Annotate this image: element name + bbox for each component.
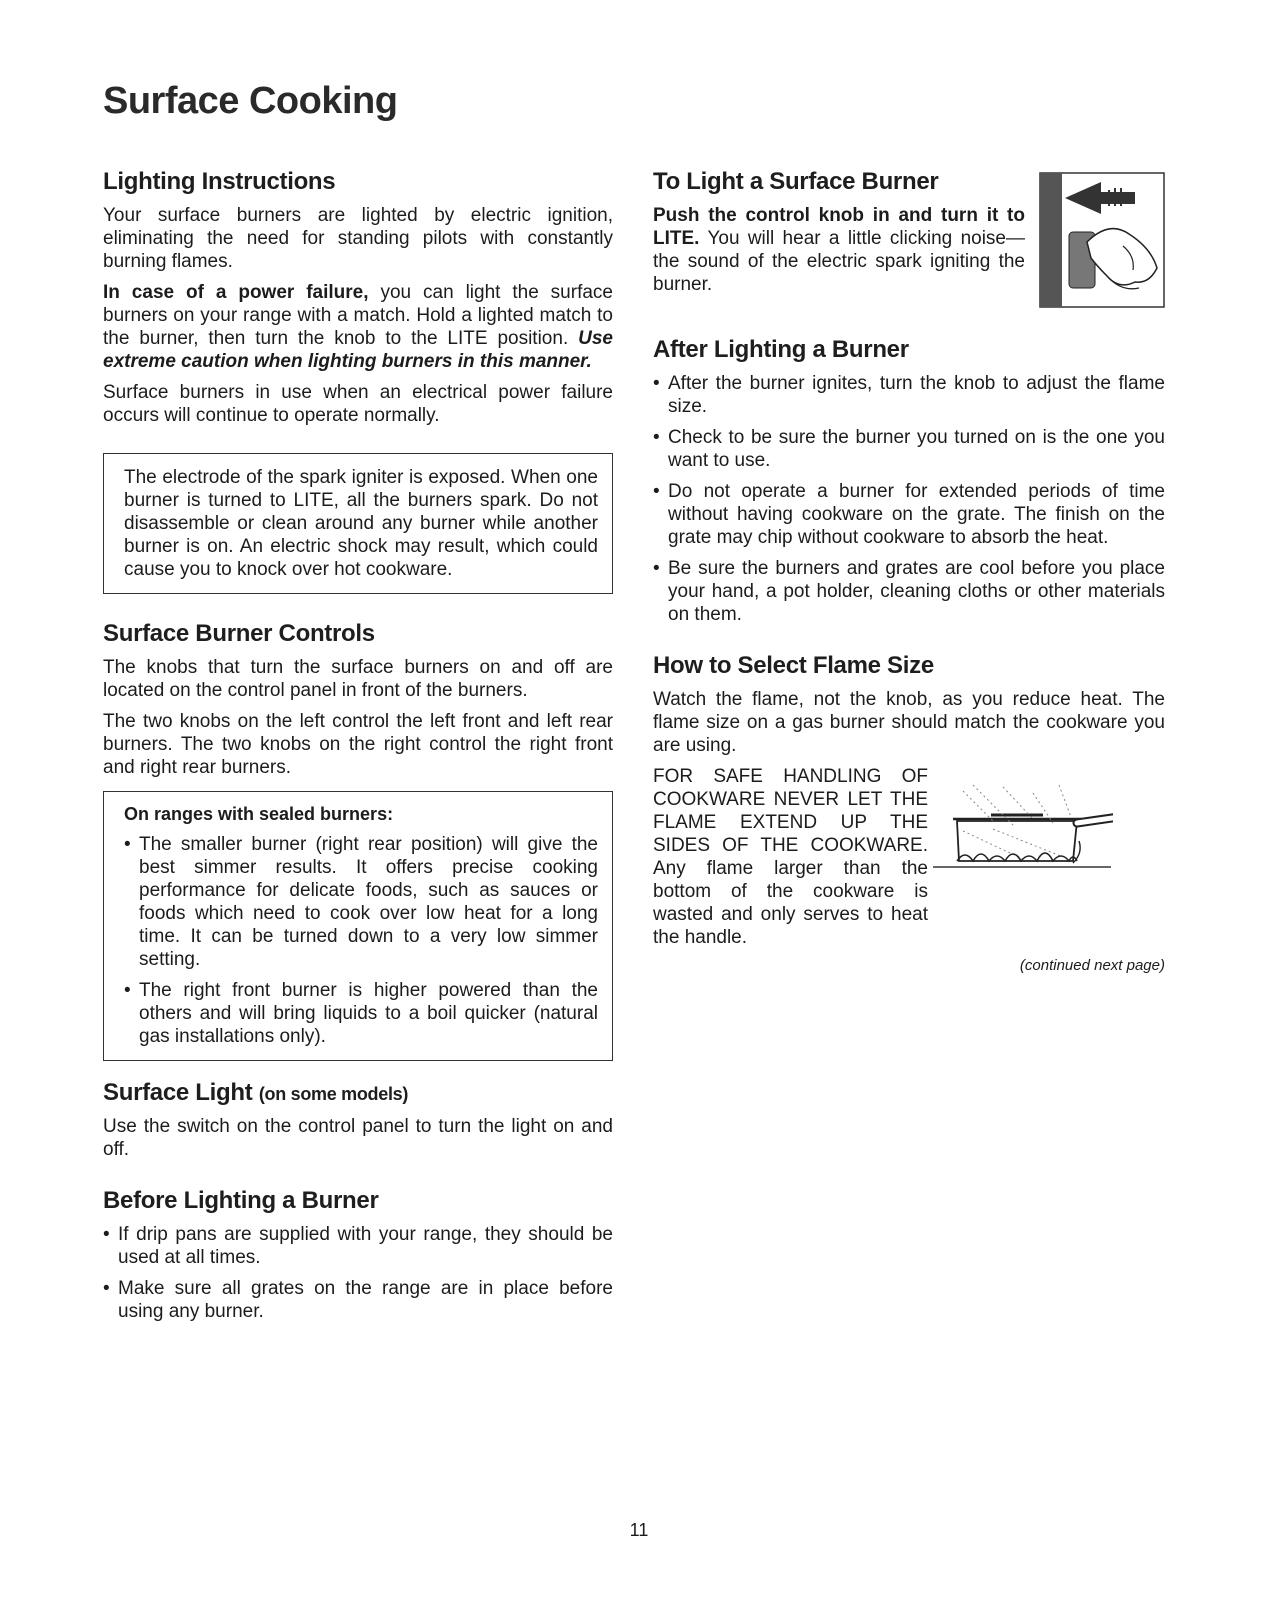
flame-size-p2 — [653, 765, 928, 949]
surface-light-subtitle: (on some models) — [258, 1084, 409, 1104]
after-lighting-list — [653, 372, 1165, 626]
page-title: Surface Cooking — [103, 80, 398, 122]
power-failure-text: you can light the surface burners on your range with a match. Hold a lighted match to the burner, then turn the knob to the LITE position. — [103, 282, 613, 349]
left-column — [103, 168, 613, 1341]
before-lighting-section — [103, 1187, 613, 1323]
list-item: • Make sure all grates on the range are in place before using any burner. — [103, 1277, 613, 1323]
flame-size-figure-area — [653, 765, 1165, 949]
after-lighting-heading: After Lighting a Burner — [653, 336, 909, 363]
right-column — [653, 168, 1165, 992]
surface-burner-controls-section — [103, 620, 613, 1061]
to-light-heading: To Light a Surface Burner — [653, 168, 939, 195]
lighting-instructions-p3: Surface burners in use when an electrical power failure occurs will continue to operate normally. — [103, 382, 613, 426]
surface-light-title: Surface Light — [103, 1079, 253, 1106]
surface-light-heading — [103, 1079, 613, 1107]
lighting-instructions-heading: Lighting Instructions — [103, 168, 336, 195]
spark-warning-text: The electrode of the spark igniter is exposed. When one burner is turned to LITE, all the burners spark. Do not disassemble or clean around any burner while another burner is on. An electric shock may result, which could cause you to knock over hot cookware. — [124, 467, 598, 580]
surface-burner-controls-p2: The two knobs on the left control the left front and left rear burners. The two knobs on the right control the right front and right rear burners. — [103, 711, 613, 778]
list-item: • Be sure the burners and grates are cool before you place your hand, a pot holder, cleaning cloths or other materials on them. — [653, 557, 1165, 626]
lighting-instructions-section — [103, 168, 613, 594]
sealed-burners-heading: On ranges with sealed burners: — [124, 804, 394, 824]
list-item: • The smaller burner (right rear position) will give the best simmer results. It offers precise cooking performance for delicate foods, such as sauces or foods which need to cook over low heat for a long time. It can be turned down to a very low simmer setting. — [124, 833, 598, 971]
flame-size-heading: How to Select Flame Size — [653, 652, 934, 679]
list-item: • Do not operate a burner for extended periods of time without having cookware on the grate. The finish on the grate may chip without cookware to absorb the heat. — [653, 480, 1165, 549]
surface-burner-controls-heading: Surface Burner Controls — [103, 620, 375, 647]
flame-size-p1: Watch the flame, not the knob, as you reduce heat. The flame size on a gas burner should match the cookware you are using. — [653, 689, 1165, 756]
list-item: • The right front burner is higher powered than the others and will bring liquids to a boil quicker (natural gas installations only). — [124, 979, 598, 1048]
sealed-burners-list — [124, 833, 598, 1048]
pot-flame-illustration-icon — [933, 771, 1113, 881]
page-number: 11 — [629, 1520, 649, 1540]
before-lighting-heading: Before Lighting a Burner — [103, 1187, 379, 1214]
to-light-section — [653, 168, 1165, 318]
list-item: • After the burner ignites, turn the knob to adjust the flame size. — [653, 372, 1165, 418]
list-item: • Check to be sure the burner you turned on is the one you want to use. — [653, 426, 1165, 472]
to-light-bold: Push the control knob in and turn it to LITE. — [653, 205, 1025, 249]
flame-safety-caps: FOR SAFE HANDLING OF COOKWARE NEVER LET THE FLAME EXTEND UP THE SIDES OF THE COOKWARE. — [653, 766, 928, 856]
spark-warning-box — [103, 453, 613, 594]
lighting-instructions-p1: Your surface burners are lighted by electric ignition, eliminating the need for standing pilots with constantly burning flames. — [103, 205, 613, 272]
flame-safety-text: Any flame larger than the bottom of the cookware is wasted and only serves to heat the handle. — [653, 858, 928, 948]
before-lighting-list — [103, 1223, 613, 1323]
to-light-text — [653, 204, 1025, 296]
power-failure-label: In case of a power failure, — [103, 282, 369, 303]
to-light-body: You will hear a little clicking noise—the sound of the electric spark igniting the burner. — [653, 228, 1025, 295]
knob-illustration-icon — [1039, 172, 1165, 308]
list-item: • If drip pans are supplied with your range, they should be used at all times. — [103, 1223, 613, 1269]
caution-text: Use extreme caution when lighting burners in this manner. — [103, 328, 613, 372]
continued-note: (continued next page) — [1019, 957, 1165, 974]
surface-light-p1: Use the switch on the control panel to turn the light on and off. — [103, 1116, 613, 1160]
sealed-burners-box — [103, 791, 613, 1061]
flame-size-section — [653, 652, 1165, 974]
after-lighting-section — [653, 336, 1165, 626]
surface-burner-controls-p1: The knobs that turn the surface burners on and off are located on the control panel in front of the burners. — [103, 657, 613, 701]
lighting-instructions-p2 — [103, 281, 613, 373]
surface-light-section — [103, 1079, 613, 1161]
